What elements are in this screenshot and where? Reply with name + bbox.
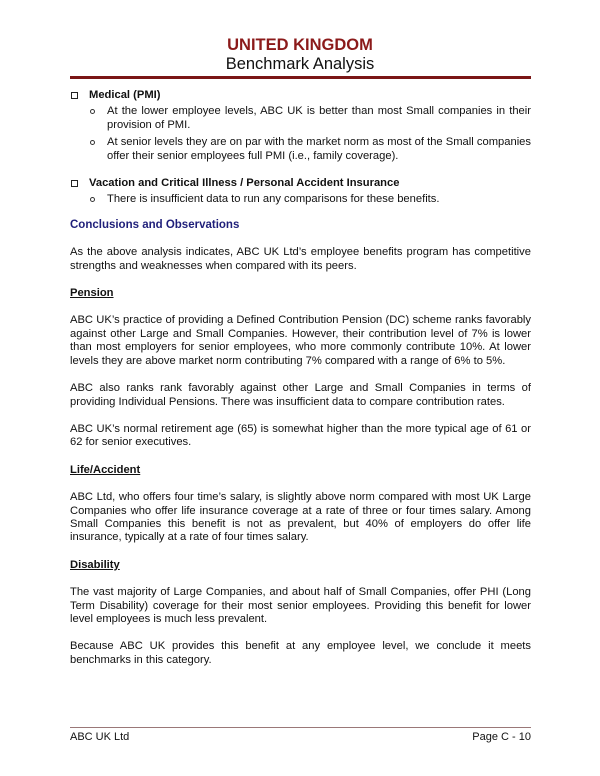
disability-paragraph: Because ABC UK provides this benefit at any employee level, we conclude it meets benchmarks in this category. [70,640,531,666]
list-item: There is insufficient data to run any comparisons for these benefits. [70,193,531,206]
footer-company: ABC UK Ltd [70,731,130,743]
bullet-heading-vacation: Vacation and Critical Illness / Personal Accident Insurance [70,177,531,190]
life-accident-heading: Life/Accident [70,463,141,476]
conclusions-heading: Conclusions and Observations [70,218,240,231]
document-body [70,89,531,667]
page-footer [70,731,531,743]
disability-paragraph: The vast majority of Large Companies, and about half of Small Companies, offer PHI (Long Term Disability) coverage for their most senior employees. Providing this benefit for lower level employees is much less prevalent. [70,586,531,625]
page-title: UNITED KINGDOM [227,36,373,54]
sub-list-vacation [70,193,531,206]
sub-list-medical [70,105,531,163]
disability-heading: Disability [70,558,120,571]
list-item: At the lower employee levels, ABC UK is better than most Small companies in their provision of PMI. [70,105,531,132]
pension-paragraph: ABC also ranks rank favorably against other Large and Small Companies in terms of providing Individual Pensions. There was insufficient data to compare contribution rates. [70,382,531,408]
square-bullet-icon [71,180,78,187]
conclusions-intro: As the above analysis indicates, ABC UK Ltd’s employee benefits program has competitive strengths and weaknesses when compared with its peers. [70,246,531,272]
circle-bullet-icon [90,197,95,202]
circle-bullet-icon [90,140,95,145]
list-item: At senior levels they are on par with the market norm as most of the Small companies offer their senior employees full PMI (i.e., family coverage). [70,136,531,163]
footer-divider [70,727,531,728]
header-divider [70,76,531,79]
page-subtitle: Benchmark Analysis [225,55,375,73]
pension-paragraph: ABC UK’s practice of providing a Defined Contribution Pension (DC) scheme ranks favorably against other Large and Small Companies. However, their contribution level of 7% is lower than most employers for senior employees, who more commonly contribute 10%. At lower levels they are above market norm contributing 7% compared with a range of 6% to 5%. [70,314,531,367]
circle-bullet-icon [90,109,95,114]
life-accident-paragraph: ABC Ltd, who offers four time’s salary, is slightly above norm compared with most UK Large Companies who offer life insurance coverage at a rate of three or four times salary. Among Small Companies this benefit is not as prevalent, but 40% of employers do offer life insurance, typically at a rate of four times salary. [70,491,531,544]
pension-heading: Pension [70,287,114,300]
page-header [0,36,600,74]
pension-paragraph: ABC UK’s normal retirement age (65) is somewhat higher than the more typical age of 61 or 62 for senior executives. [70,422,531,449]
square-bullet-icon [71,92,78,99]
footer-page-number: Page C - 10 [472,731,531,743]
bullet-heading-medical: Medical (PMI) [70,89,531,102]
